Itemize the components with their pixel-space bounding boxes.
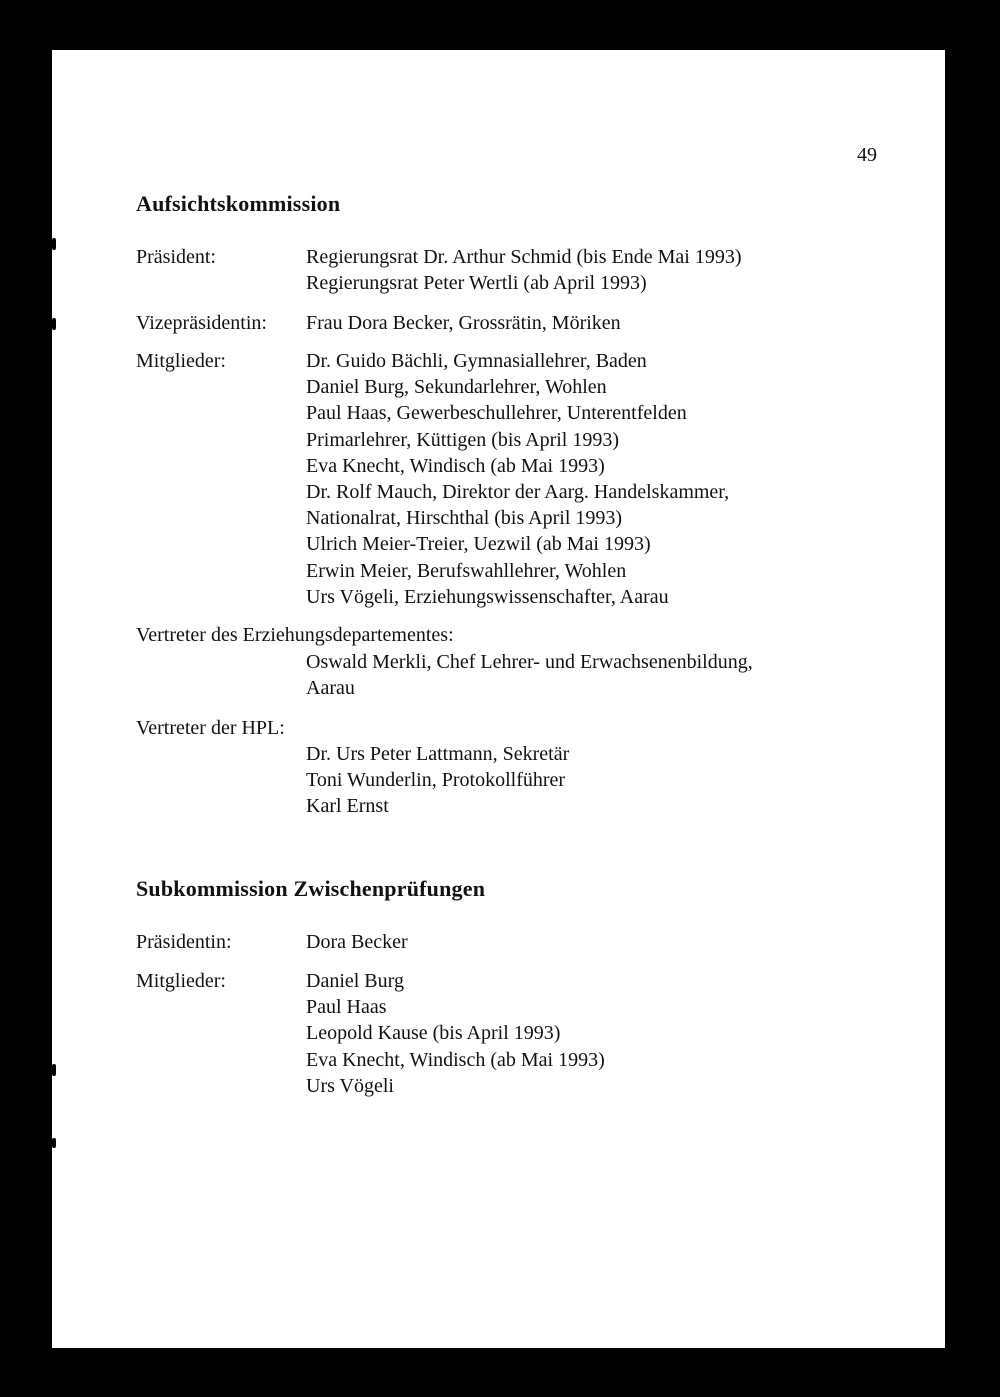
mitglieder-list: [306, 348, 729, 610]
list-item: Leopold Kause (bis April 1993): [306, 1022, 561, 1045]
document-page: [52, 50, 945, 1348]
label-praesident: Präsident:: [136, 246, 216, 268]
section-heading-aufsichtskommission: Aufsichtskommission: [136, 191, 341, 216]
list-item: Eva Knecht, Windisch (ab Mai 1993): [306, 1048, 605, 1071]
list-item: Aarau: [306, 677, 355, 700]
list-item: Primarlehrer, Küttigen (bis April 1993): [306, 428, 620, 451]
label-praesidentin: Präsidentin:: [136, 931, 232, 953]
list-item: Urs Vögeli: [306, 1074, 394, 1097]
page-number: 49: [857, 144, 877, 166]
label-vertreter-hpl: Vertreter der HPL:: [136, 717, 285, 739]
praesidentin-list: [306, 929, 408, 955]
list-item: Nationalrat, Hirschthal (bis April 1993): [306, 507, 623, 530]
list-item: Paul Haas, Gewerbeschullehrer, Unterentfelden: [306, 402, 687, 425]
list-item: Toni Wunderlin, Protokollführer: [306, 769, 566, 792]
section-heading-subkommission: Subkommission Zwischenprüfungen: [136, 876, 486, 901]
list-item: Karl Ernst: [306, 795, 389, 818]
list-item: Paul Haas: [306, 996, 387, 1019]
vertreter-erziehungsdepartement-list: [306, 649, 753, 701]
label-sub-mitglieder: Mitglieder:: [136, 970, 226, 992]
list-item: Oswald Merkli, Chef Lehrer- und Erwachsenenbildung,: [306, 651, 753, 673]
list-item: Regierungsrat Dr. Arthur Schmid (bis Ende Mai 1993): [306, 246, 742, 268]
scan-edge-mark: [52, 1138, 56, 1148]
list-item: Frau Dora Becker, Grossrätin, Möriken: [306, 312, 621, 334]
scan-edge-mark: [52, 1064, 56, 1076]
list-item: Urs Vögeli, Erziehungswissenschafter, Aarau: [306, 585, 669, 608]
list-item: Daniel Burg: [306, 970, 404, 992]
scan-edge-mark: [52, 238, 56, 250]
list-item: Dr. Rolf Mauch, Direktor der Aarg. Handelskammer,: [306, 481, 730, 504]
list-item: Dora Becker: [306, 931, 408, 953]
praesident-list: [306, 244, 742, 296]
vizepraesidentin-list: [306, 310, 621, 336]
vertreter-hpl-list: [306, 741, 569, 820]
list-item: Eva Knecht, Windisch (ab Mai 1993): [306, 454, 605, 477]
list-item: Regierungsrat Peter Wertli (ab April 1993): [306, 272, 647, 295]
list-item: Erwin Meier, Berufswahllehrer, Wohlen: [306, 559, 627, 582]
list-item: Dr. Urs Peter Lattmann, Sekretär: [306, 743, 570, 765]
label-vizepraesidentin: Vizepräsidentin:: [136, 312, 267, 334]
list-item: Ulrich Meier-Treier, Uezwil (ab Mai 1993): [306, 533, 651, 556]
scan-edge-mark: [52, 318, 56, 330]
label-mitglieder: Mitglieder:: [136, 350, 226, 372]
list-item: Dr. Guido Bächli, Gymnasiallehrer, Baden: [306, 350, 647, 372]
label-vertreter-erziehungsdepartement: Vertreter des Erziehungsdepartementes:: [136, 624, 454, 646]
list-item: Daniel Burg, Sekundarlehrer, Wohlen: [306, 376, 607, 399]
sub-mitglieder-list: [306, 968, 605, 1099]
